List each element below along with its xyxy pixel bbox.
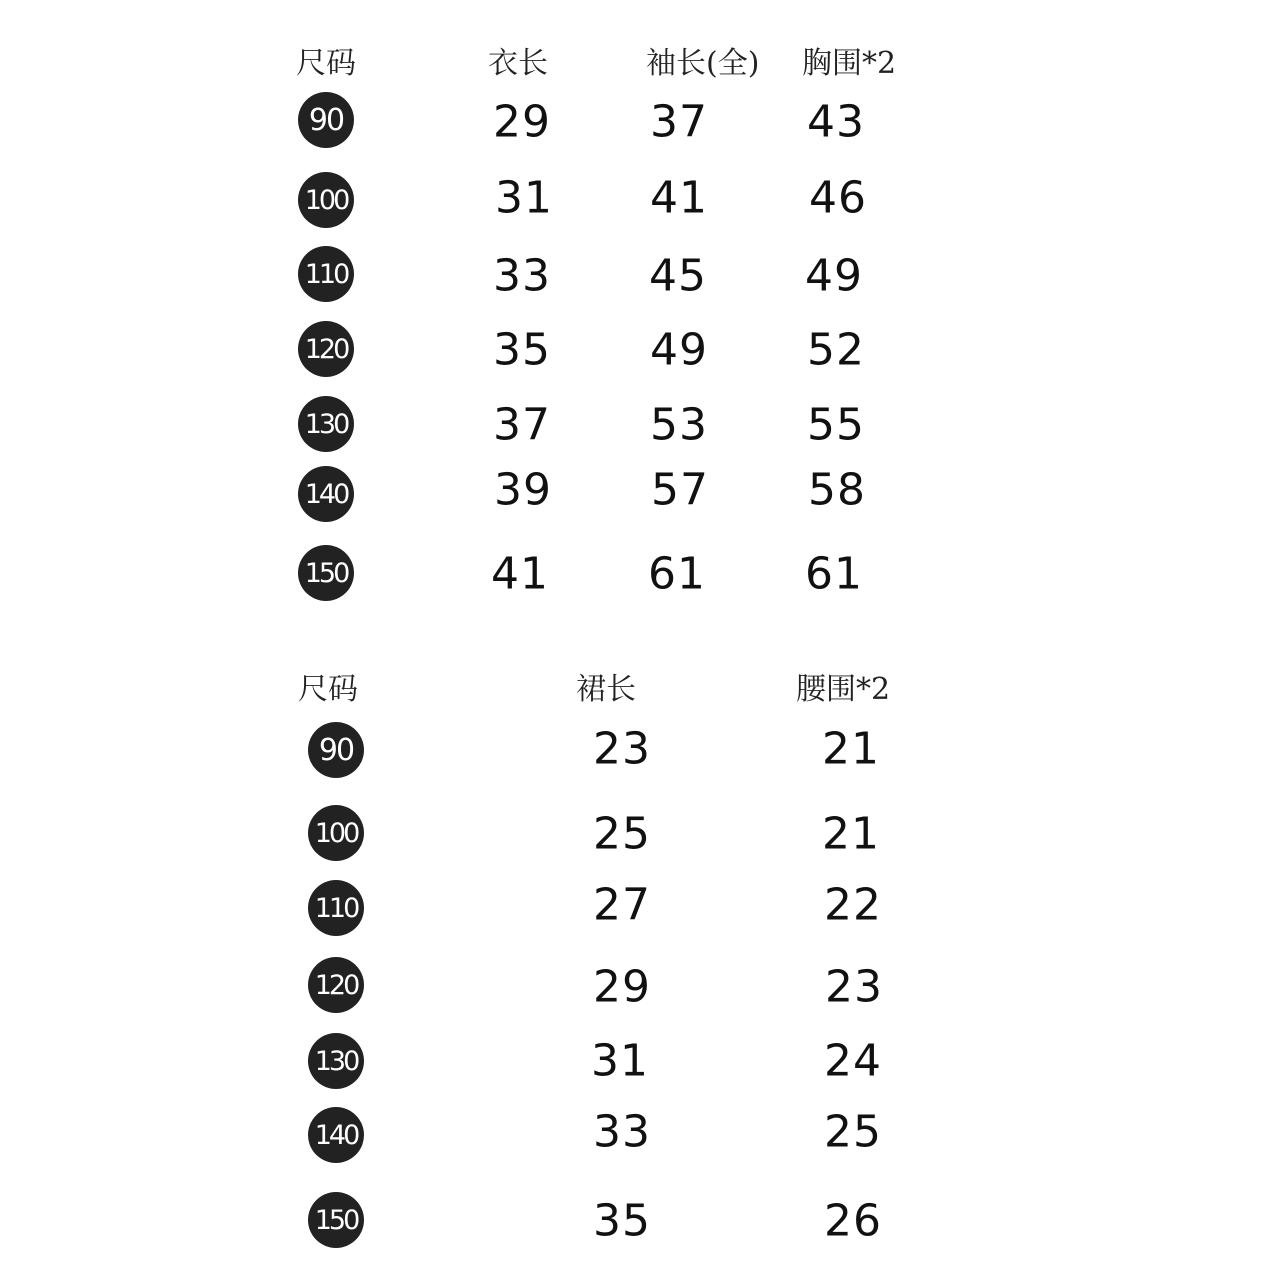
chest-value: 43 bbox=[807, 96, 865, 148]
skirt-length-value: 33 bbox=[593, 1106, 651, 1158]
sleeve-length-value: 41 bbox=[650, 172, 708, 224]
waist-value: 25 bbox=[824, 1106, 882, 1158]
size-badge: 90 bbox=[298, 92, 354, 148]
header-size: 尺码 bbox=[298, 672, 358, 707]
garment-length-value: 39 bbox=[494, 464, 552, 516]
garment-length-value: 33 bbox=[493, 250, 551, 302]
sleeve-length-value: 49 bbox=[650, 324, 708, 376]
size-badge: 120 bbox=[298, 321, 354, 377]
header-chest: 胸围*2 bbox=[802, 46, 897, 81]
size-badge: 130 bbox=[298, 396, 354, 452]
size-badge: 140 bbox=[298, 466, 354, 522]
sleeve-length-value: 61 bbox=[648, 548, 706, 600]
size-badge: 120 bbox=[308, 957, 364, 1013]
sleeve-length-value: 45 bbox=[649, 250, 707, 302]
chest-value: 58 bbox=[808, 464, 866, 516]
header-skirt-length: 裙长 bbox=[576, 672, 636, 707]
size-badge: 90 bbox=[308, 722, 364, 778]
skirt-length-value: 23 bbox=[593, 723, 651, 775]
size-badge: 110 bbox=[298, 246, 354, 302]
sleeve-length-value: 57 bbox=[651, 464, 709, 516]
waist-value: 22 bbox=[824, 879, 882, 931]
sleeve-length-value: 37 bbox=[650, 96, 708, 148]
size-badge: 150 bbox=[298, 545, 354, 601]
garment-length-value: 41 bbox=[491, 548, 549, 600]
waist-value: 21 bbox=[822, 723, 880, 775]
garment-length-value: 31 bbox=[495, 172, 553, 224]
header-waist: 腰围*2 bbox=[796, 672, 891, 707]
skirt-length-value: 31 bbox=[591, 1035, 649, 1087]
size-badge: 110 bbox=[308, 880, 364, 936]
skirt-length-value: 27 bbox=[593, 879, 651, 931]
waist-value: 21 bbox=[822, 808, 880, 860]
waist-value: 23 bbox=[825, 961, 883, 1013]
size-badge: 130 bbox=[308, 1033, 364, 1089]
size-badge: 100 bbox=[298, 172, 354, 228]
chest-value: 49 bbox=[805, 250, 863, 302]
size-badge: 150 bbox=[308, 1192, 364, 1248]
waist-value: 24 bbox=[824, 1035, 882, 1087]
header-size: 尺码 bbox=[296, 46, 356, 81]
chest-value: 55 bbox=[807, 399, 865, 451]
waist-value: 26 bbox=[824, 1195, 882, 1247]
sleeve-length-value: 53 bbox=[650, 399, 708, 451]
garment-length-value: 37 bbox=[493, 399, 551, 451]
garment-length-value: 35 bbox=[493, 324, 551, 376]
garment-length-value: 29 bbox=[493, 96, 551, 148]
chest-value: 46 bbox=[809, 172, 867, 224]
size-badge: 140 bbox=[308, 1107, 364, 1163]
size-badge: 100 bbox=[308, 805, 364, 861]
skirt-length-value: 35 bbox=[593, 1195, 651, 1247]
skirt-length-value: 25 bbox=[593, 808, 651, 860]
skirt-length-value: 29 bbox=[593, 961, 651, 1013]
chest-value: 61 bbox=[805, 548, 863, 600]
header-garment-length: 衣长 bbox=[488, 46, 548, 81]
header-sleeve-length: 袖长(全) bbox=[646, 46, 760, 81]
chest-value: 52 bbox=[807, 324, 865, 376]
